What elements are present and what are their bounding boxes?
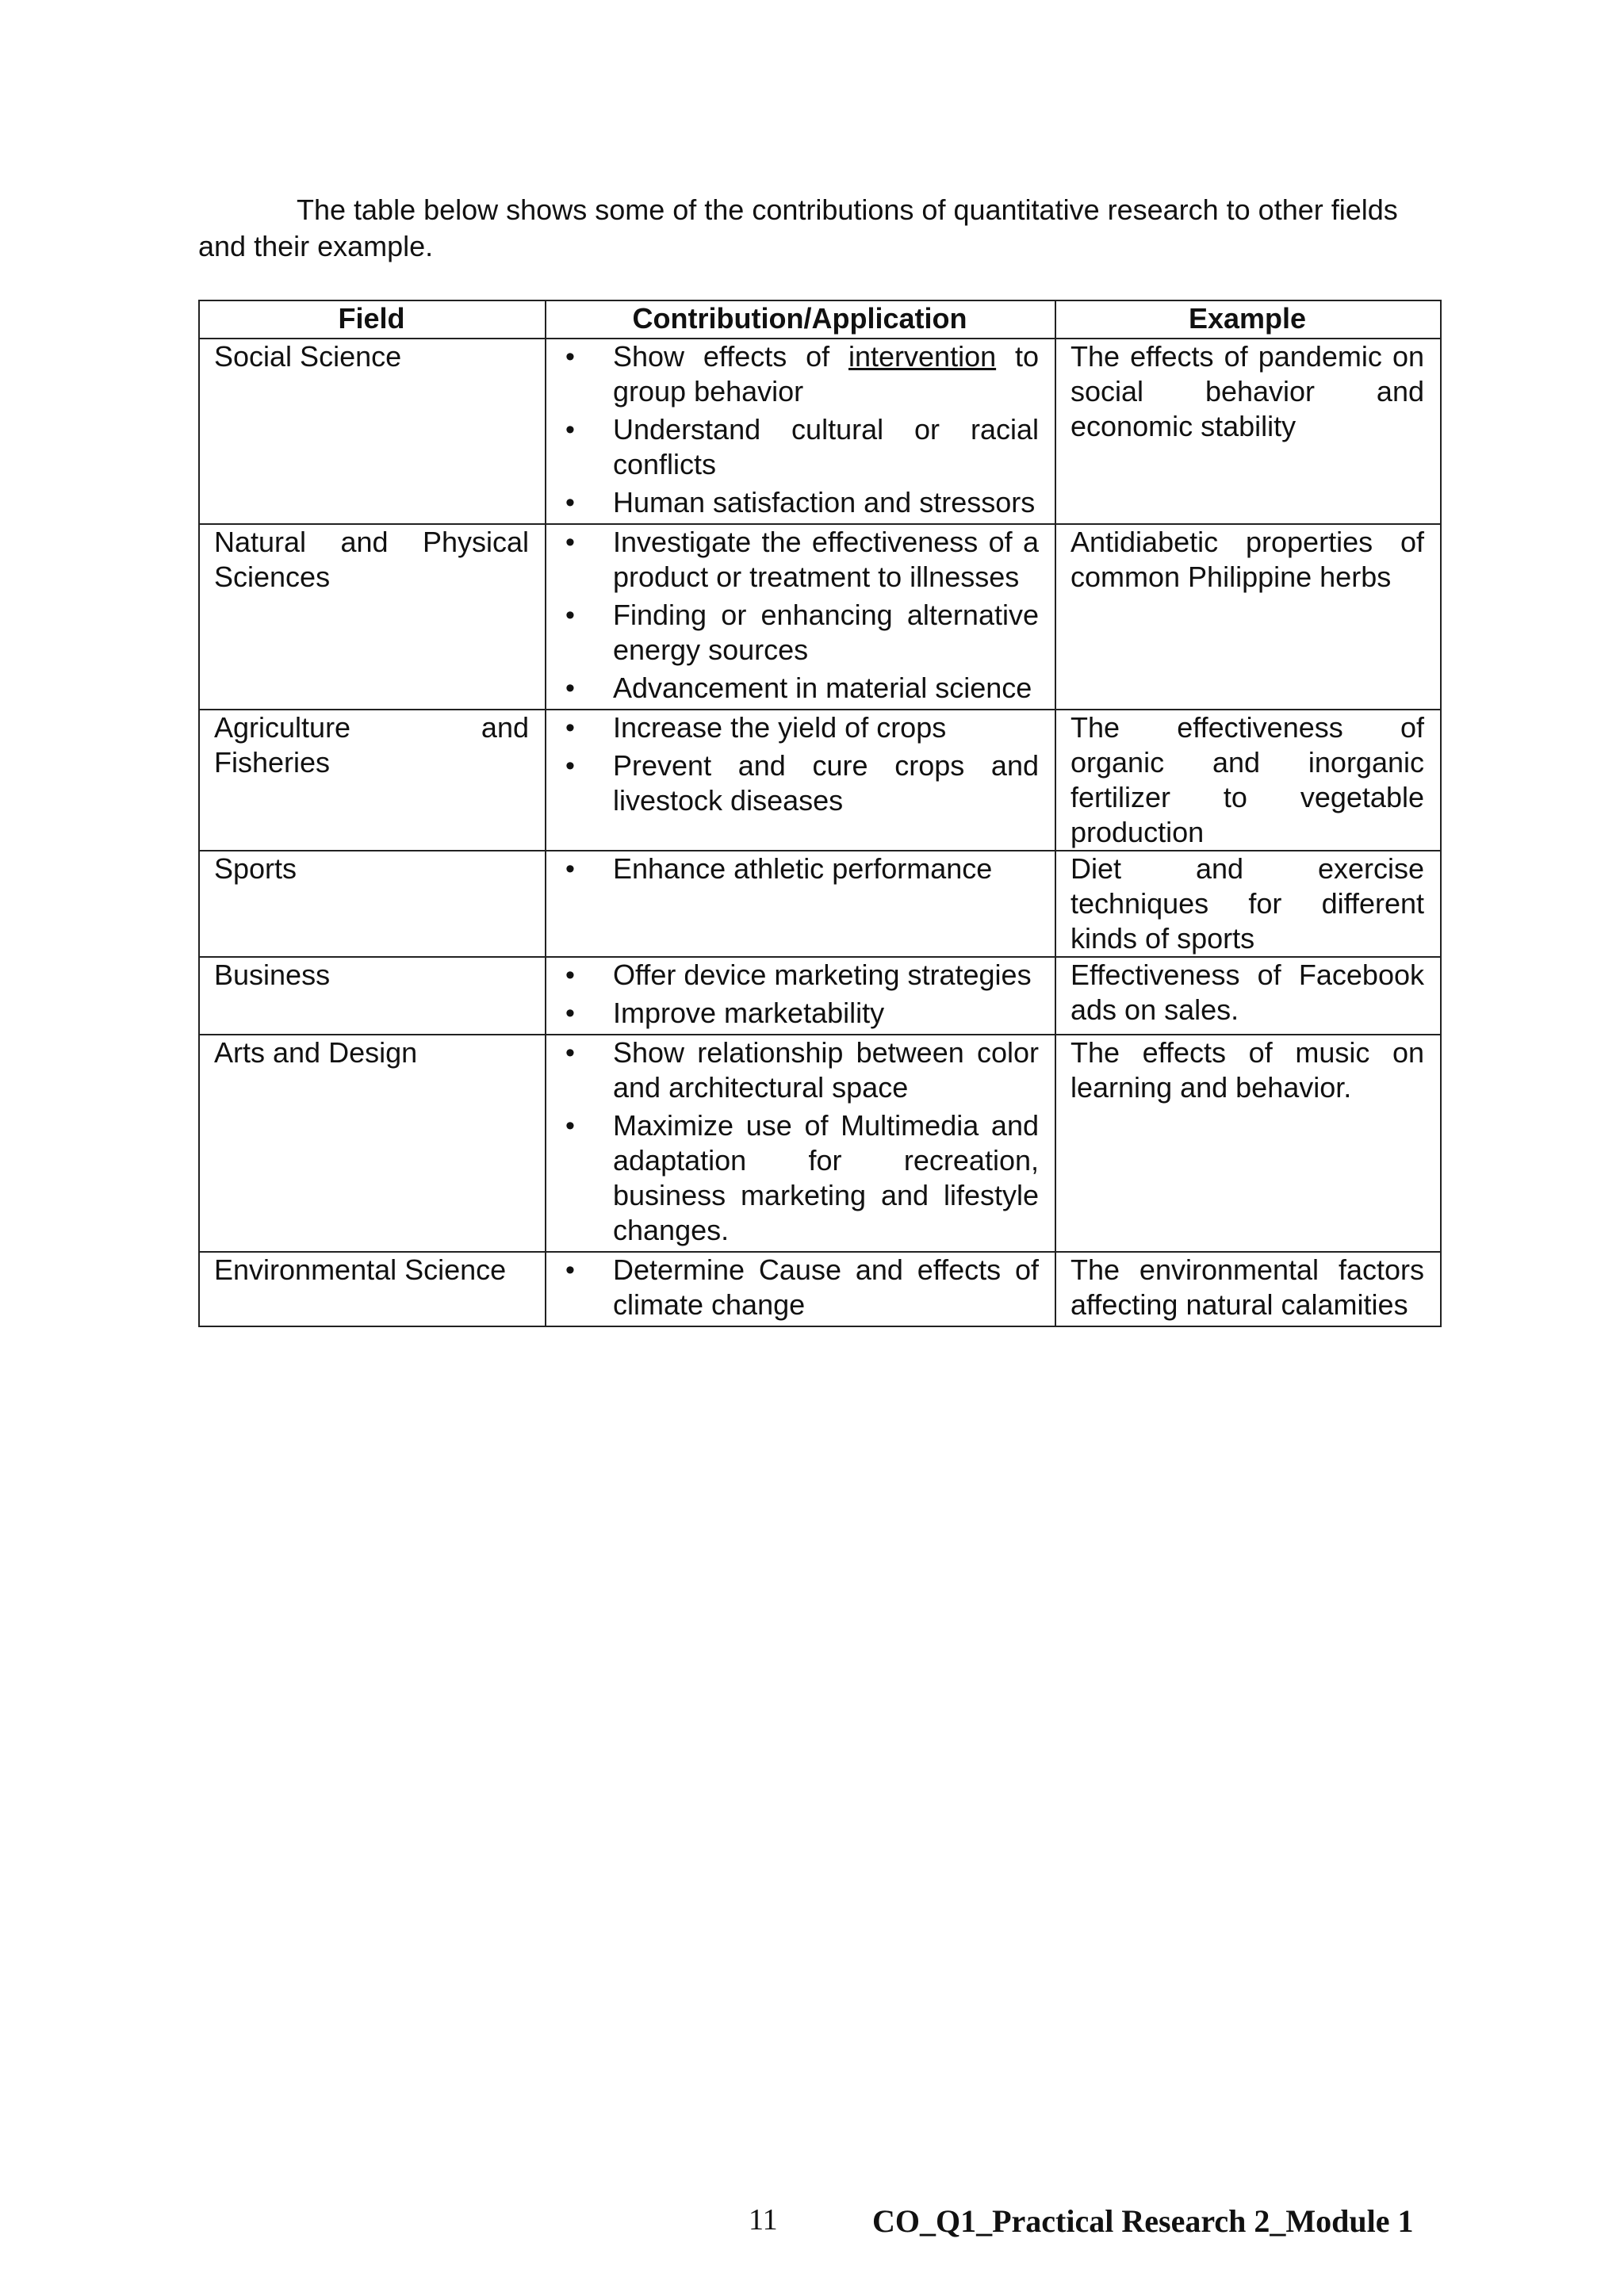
header-example: Example <box>1055 300 1441 339</box>
contribution-list <box>557 1035 1039 1248</box>
list-item: • Prevent and cure crops and livestock diseases <box>557 748 1039 818</box>
header-field: Field <box>199 300 546 339</box>
list-item: • Increase the yield of crops <box>557 710 1039 745</box>
list-item: • Enhance athletic performance <box>557 851 1039 886</box>
example-cell: Effectiveness of Facebook ads on sales. <box>1055 957 1441 1035</box>
example-cell: The effects of music on learning and behavior. <box>1055 1035 1441 1252</box>
table-row <box>199 957 1441 1035</box>
contribution-cell <box>546 1035 1055 1252</box>
contribution-list <box>557 339 1039 520</box>
intro-text: The table below shows some of the contributions of quantitative research to other fields and their example. <box>198 193 1398 262</box>
contribution-cell <box>546 851 1055 957</box>
header-contribution: Contribution/Application <box>546 300 1055 339</box>
example-cell: The environmental factors affecting natural calamities <box>1055 1252 1441 1326</box>
example-cell: Antidiabetic properties of common Philippine herbs <box>1055 524 1441 710</box>
contribution-list <box>557 1253 1039 1322</box>
list-item: • Determine Cause and effects of climate change <box>557 1253 1039 1322</box>
page-number: 11 <box>749 2203 778 2237</box>
contribution-cell <box>546 957 1055 1035</box>
example-cell: Diet and exercise techniques for different kinds of sports <box>1055 851 1441 957</box>
list-item: • Human satisfaction and stressors <box>557 485 1039 520</box>
field-cell: Sports <box>199 851 546 957</box>
contributions-table <box>198 300 1442 1327</box>
table-row <box>199 710 1441 851</box>
field-cell: Agriculture and Fisheries <box>199 710 546 851</box>
contribution-list <box>557 525 1039 706</box>
contribution-cell <box>546 524 1055 710</box>
field-cell: Arts and Design <box>199 1035 546 1252</box>
list-item: • Finding or enhancing alternative energy sources <box>557 598 1039 668</box>
table-row <box>199 524 1441 710</box>
example-cell: The effects of pandemic on social behavior and economic stability <box>1055 339 1441 524</box>
list-item: • Advancement in material science <box>557 671 1039 706</box>
contribution-cell <box>546 710 1055 851</box>
contribution-list <box>557 710 1039 818</box>
contribution-cell <box>546 1252 1055 1326</box>
table-row <box>199 339 1441 524</box>
example-cell: The effectiveness of organic and inorganic fertilizer to vegetable production <box>1055 710 1441 851</box>
list-item: • Maximize use of Multimedia and adaptation for recreation, business marketing and lifestyle changes. <box>557 1108 1039 1248</box>
table-header-row <box>199 300 1441 339</box>
field-cell: Social Science <box>199 339 546 524</box>
table-row <box>199 1252 1441 1326</box>
contribution-list <box>557 958 1039 1031</box>
field-cell: Environmental Science <box>199 1252 546 1326</box>
list-item: • Understand cultural or racial conflicts <box>557 412 1039 482</box>
field-cell: Natural and Physical Sciences <box>199 524 546 710</box>
module-label: CO_Q1_Practical Research 2_Module 1 <box>872 2203 1414 2239</box>
list-item <box>557 339 1039 409</box>
list-item: • Show relationship between color and architectural space <box>557 1035 1039 1105</box>
field-cell: Business <box>199 957 546 1035</box>
table-row <box>199 851 1441 957</box>
intro-paragraph <box>198 192 1442 265</box>
social-science-first-contribution: Show effects of intervention to group behavior <box>613 340 1039 408</box>
table-row <box>199 1035 1441 1252</box>
underlined-term: intervention <box>848 340 997 373</box>
contribution-cell <box>546 339 1055 524</box>
contribution-list <box>557 851 1039 886</box>
list-item: • Improve marketability <box>557 996 1039 1031</box>
list-item: • Offer device marketing strategies <box>557 958 1039 993</box>
list-item: • Investigate the effectiveness of a product or treatment to illnesses <box>557 525 1039 595</box>
